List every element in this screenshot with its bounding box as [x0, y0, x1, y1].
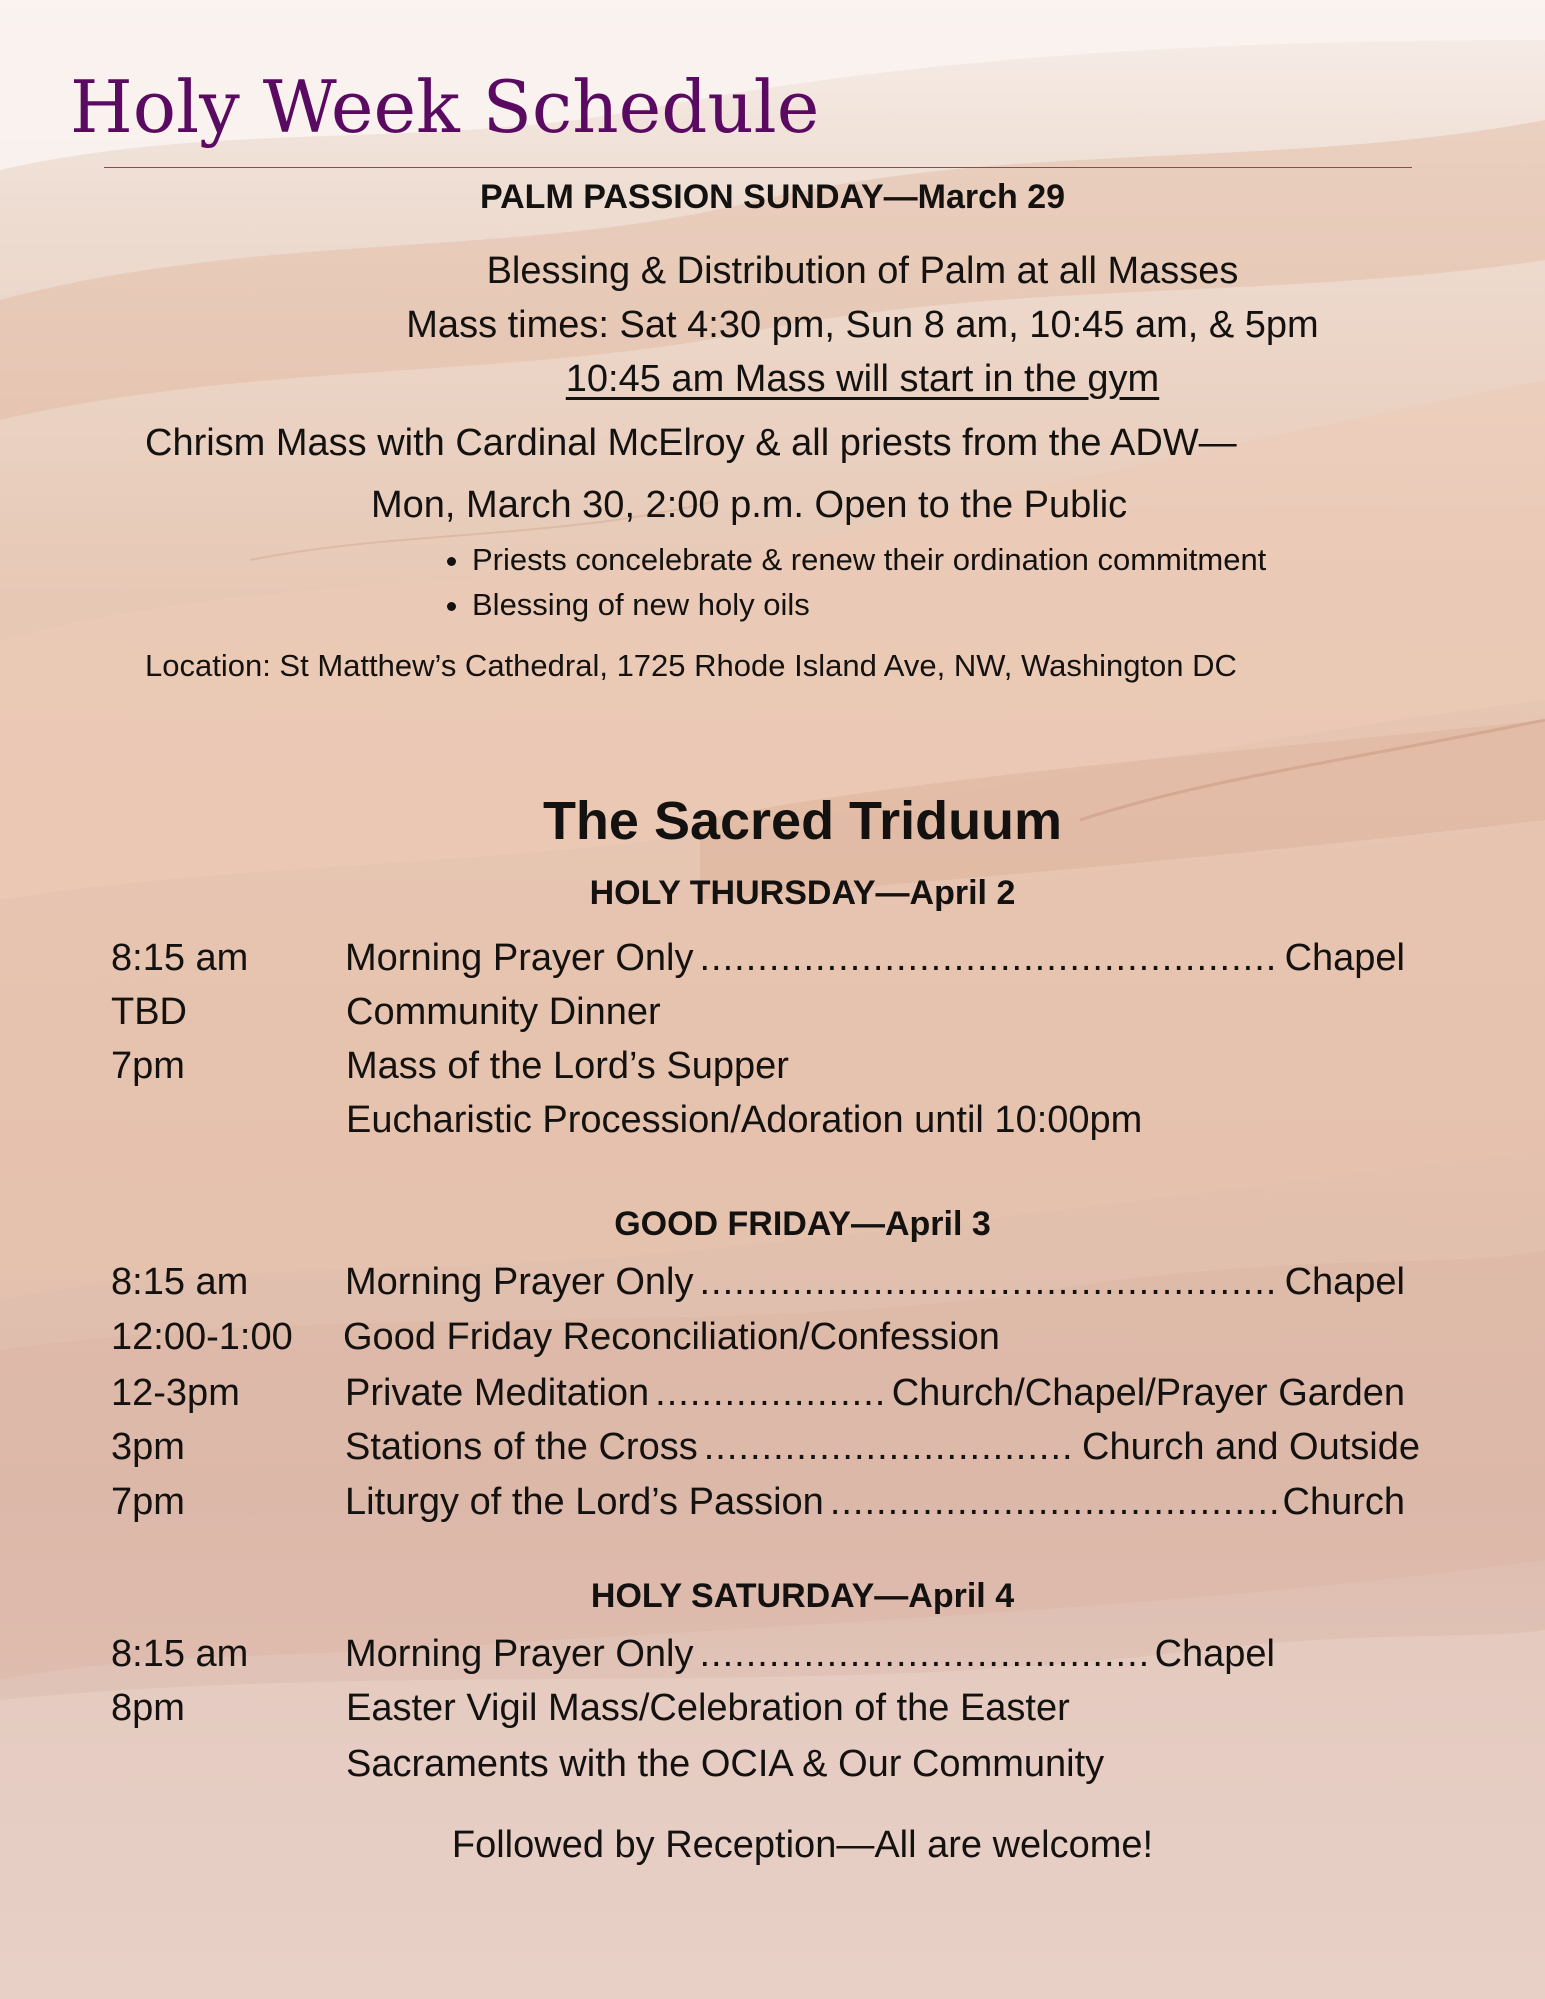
schedule-event: Stations of the Cross: [345, 1426, 698, 1468]
schedule-entry: [345, 937, 1405, 981]
chrism-mass-location: Location: St Matthew’s Cathedral, 1725 Rhode Island Ave, NW, Washington DC: [145, 648, 1237, 683]
schedule-event: Morning Prayer Only: [345, 1261, 694, 1303]
schedule-event: Morning Prayer Only: [345, 1633, 694, 1675]
holy-thursday-heading: HOLY THURSDAY—April 2: [589, 874, 1016, 912]
schedule-place: Church/Chapel/Prayer Garden: [891, 1372, 1405, 1414]
gym-mass-note: 10:45 am Mass will start in the gym: [565, 358, 1160, 400]
schedule-entry: [345, 1481, 1405, 1525]
mass-times-line: Mass times: Sat 4:30 pm, Sun 8 am, 10:45 am, & 5pm: [406, 304, 1319, 346]
chrism-mass-date: Mon, March 30, 2:00 p.m. Open to the Public: [371, 484, 1128, 526]
schedule-event: Sacraments with the OCIA & Our Community: [346, 1743, 1105, 1785]
schedule-place: Church and Outside: [1082, 1426, 1420, 1468]
schedule-event: Morning Prayer Only: [345, 937, 694, 979]
schedule-time: 8:15 am: [111, 937, 249, 979]
schedule-time: 12:00-1:00: [111, 1316, 293, 1358]
schedule-place: Chapel: [1284, 1261, 1405, 1303]
page-title: Holy Week Schedule: [70, 65, 820, 149]
schedule-time: 3pm: [111, 1426, 185, 1468]
chrism-mass-bullets: [430, 542, 1266, 631]
schedule-entry: [345, 1372, 1405, 1416]
schedule-entry: [345, 1633, 1275, 1677]
schedule-place: Chapel: [1284, 937, 1405, 979]
closing-note: Followed by Reception—All are welcome!: [451, 1824, 1154, 1866]
schedule-time: 7pm: [111, 1481, 185, 1523]
schedule-event: Mass of the Lord’s Supper: [346, 1045, 789, 1087]
bullet-item: • Priests concelebrate & renew their ordination commitment: [472, 542, 1266, 578]
triduum-title: The Sacred Triduum: [542, 791, 1063, 851]
chrism-mass-line: Chrism Mass with Cardinal McElroy & all priests from the ADW—: [145, 422, 1237, 464]
dot-leader: [655, 1372, 886, 1416]
schedule-event: Private Meditation: [345, 1372, 650, 1414]
schedule-time: 7pm: [111, 1045, 185, 1087]
schedule-event: Community Dinner: [346, 991, 661, 1033]
good-friday-heading: GOOD FRIDAY—April 3: [614, 1205, 991, 1243]
schedule-event: Easter Vigil Mass/Celebration of the Easter: [346, 1687, 1070, 1729]
schedule-place: Chapel: [1154, 1633, 1275, 1675]
schedule-event: Eucharistic Procession/Adoration until 10:00pm: [346, 1099, 1143, 1141]
holy-saturday-heading: HOLY SATURDAY—April 4: [590, 1577, 1015, 1615]
schedule-time: 8:15 am: [111, 1633, 249, 1675]
dot-leader: [704, 1426, 1076, 1470]
palm-blessing-line: Blessing & Distribution of Palm at all Masses: [486, 250, 1239, 292]
dot-leader: [699, 937, 1278, 981]
title-divider: [104, 167, 1412, 168]
schedule-time: 12-3pm: [111, 1372, 240, 1414]
dot-leader: [699, 1633, 1148, 1677]
bullet-item: • Blessing of new holy oils: [472, 587, 1266, 623]
schedule-time: 8pm: [111, 1687, 185, 1729]
schedule-time: TBD: [111, 991, 187, 1033]
palm-sunday-heading: PALM PASSION SUNDAY—March 29: [479, 178, 1066, 216]
schedule-place: Church: [1282, 1481, 1405, 1523]
dot-leader: [830, 1481, 1277, 1525]
schedule-event: Liturgy of the Lord’s Passion: [345, 1481, 824, 1523]
dot-leader: [699, 1261, 1278, 1305]
schedule-entry: [345, 1426, 1420, 1470]
schedule-event: Good Friday Reconciliation/Confession: [343, 1316, 1000, 1358]
schedule-entry: [345, 1261, 1405, 1305]
schedule-time: 8:15 am: [111, 1261, 249, 1303]
